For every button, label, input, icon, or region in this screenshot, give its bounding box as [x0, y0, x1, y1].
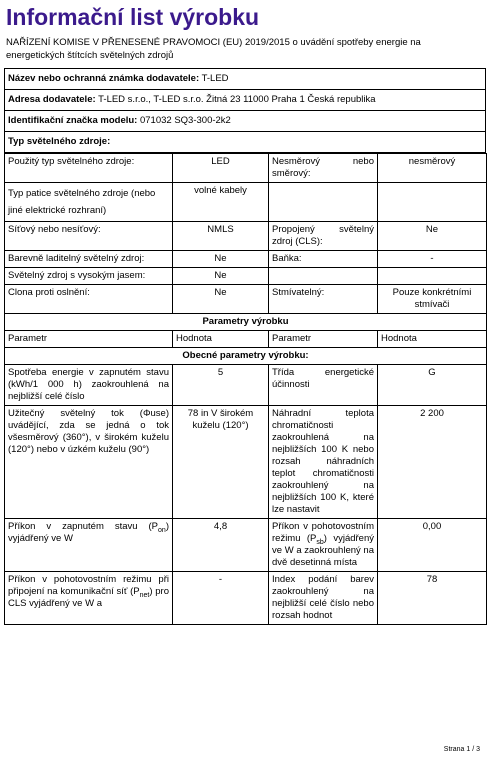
param-text: ) pro CLS vyjádřený ve W a	[8, 586, 169, 609]
param-row	[5, 406, 487, 519]
model-id-label: Identifikační značka modelu:	[8, 115, 138, 126]
source-value: LED	[173, 154, 269, 183]
source-value: -	[378, 251, 487, 268]
param-value: 78	[378, 572, 487, 625]
param-value: 5	[173, 365, 269, 406]
source-param: Síťový nebo nesíťový:	[5, 222, 173, 251]
source-value: Ne	[378, 222, 487, 251]
source-param: Clona proti oslnění:	[5, 285, 173, 314]
param-text: ) vyjádřený ve W a zaokrouhlený na dvě desetinná místa	[272, 533, 374, 568]
supplier-address-row	[5, 90, 486, 111]
param-subscript: on	[158, 526, 166, 534]
source-value: nesměrový	[378, 154, 487, 183]
param-name: Užitečný světelný tok (Φuse) uvádějící, zda se jedná o tok všesměrový (360°), v širokém kuželu (120°) nebo v úzkém kuželu (90°)	[5, 406, 173, 519]
source-param: Nesměrový nebo směrový:	[269, 154, 378, 183]
param-subscript: sb	[316, 538, 324, 546]
param-name: Spotřeba energie v zapnutém stavu (kWh/1 000 h) zaokrouhlená na nejbližší celé číslo	[5, 365, 173, 406]
param-name: Náhradní teplota chromatičnosti zaokrouhlená na nejbližších 100 K nebo rozsah náhradních teplot chromatičnosti zaokrouhlený na nejbližších 100 K, které lze nastavit	[269, 406, 378, 519]
supplier-name-label: Název nebo ochranná známka dodavatele:	[8, 73, 200, 84]
param-name: Třída energetické účinnosti	[269, 365, 378, 406]
source-value: Ne	[173, 251, 269, 268]
source-param	[269, 183, 378, 222]
source-row	[5, 251, 487, 268]
param-text: Příkon v zapnutém stavu (P	[8, 521, 159, 532]
param-row	[5, 519, 487, 572]
params-header: Parametry výrobku	[5, 314, 487, 331]
param-name	[269, 519, 378, 572]
param-name: Index podání barev zaokrouhlený na nejbližší celé číslo nebo rozsah hodnot	[269, 572, 378, 625]
source-param	[269, 268, 378, 285]
source-value: Ne	[173, 285, 269, 314]
column-header: Hodnota	[173, 331, 269, 348]
param-text: Příkon v pohotovostním režimu (P	[272, 521, 374, 544]
source-value	[378, 268, 487, 285]
regulation-text: NAŘÍZENÍ KOMISE V PŘENESENÉ PRAVOMOCI (EU) 2019/2015 o uvádění spotřeby energie na energetických štítcích světelných zdrojů	[6, 37, 421, 61]
param-text: Příkon v pohotovostním režimu při připojení na komunikační síť (P	[8, 574, 169, 597]
source-param: Typ patice světelného zdroje (nebo jiné elektrické rozhraní)	[5, 183, 173, 222]
source-param: Barevně laditelný světelný zdroj:	[5, 251, 173, 268]
param-value: G	[378, 365, 487, 406]
page-title: Informační list výrobku	[6, 4, 260, 30]
source-value	[378, 183, 487, 222]
source-row	[5, 222, 487, 251]
source-value: Pouze konkrétními stmívači	[378, 285, 487, 314]
source-param: Baňka:	[269, 251, 378, 268]
source-param: Stmívatelný:	[269, 285, 378, 314]
param-text: ) vyjádřený ve W	[8, 521, 169, 544]
source-param: Použitý typ světelného zdroje:	[5, 154, 173, 183]
source-row	[5, 268, 487, 285]
source-param: Propojený světelný zdroj (CLS):	[269, 222, 378, 251]
header-table	[4, 68, 486, 153]
source-row	[5, 183, 487, 222]
general-header-row	[5, 348, 487, 365]
param-value: 0,00	[378, 519, 487, 572]
product-information-sheet	[4, 0, 486, 625]
param-value: 78 in V širokém kuželu (120°)	[173, 406, 269, 519]
source-value: Ne	[173, 268, 269, 285]
source-param: Světelný zdroj s vysokým jasem:	[5, 268, 173, 285]
param-name	[5, 519, 173, 572]
model-id-row	[5, 111, 486, 132]
supplier-address-label: Adresa dodavatele:	[8, 94, 96, 105]
param-row	[5, 365, 487, 406]
column-header: Parametr	[5, 331, 173, 348]
params-header-row	[5, 314, 487, 331]
source-row	[5, 285, 487, 314]
param-value: 4,8	[173, 519, 269, 572]
param-name	[5, 572, 173, 625]
source-type-table	[4, 153, 487, 625]
param-subscript: net	[139, 591, 150, 599]
column-header-row	[5, 331, 487, 348]
param-row	[5, 572, 487, 625]
source-value: volné kabely	[173, 183, 269, 222]
supplier-address-value: T-LED s.r.o., T-LED s.r.o. Žitná 23 11000 Praha 1 Česká republika	[98, 94, 376, 105]
column-header: Hodnota	[378, 331, 487, 348]
supplier-name-value: T-LED	[201, 73, 229, 84]
source-value: NMLS	[173, 222, 269, 251]
source-type-header: Typ světelného zdroje:	[5, 132, 486, 153]
column-header: Parametr	[269, 331, 378, 348]
page-number: Strana 1 / 3	[443, 746, 480, 753]
source-type-header-row	[5, 132, 486, 153]
source-row	[5, 154, 487, 183]
param-value: 2 200	[378, 406, 487, 519]
general-header: Obecné parametry výrobku:	[5, 348, 487, 365]
model-id-value: 071032 SQ3-300-2k2	[139, 115, 231, 126]
param-value: -	[173, 572, 269, 625]
supplier-name-row	[5, 69, 486, 90]
